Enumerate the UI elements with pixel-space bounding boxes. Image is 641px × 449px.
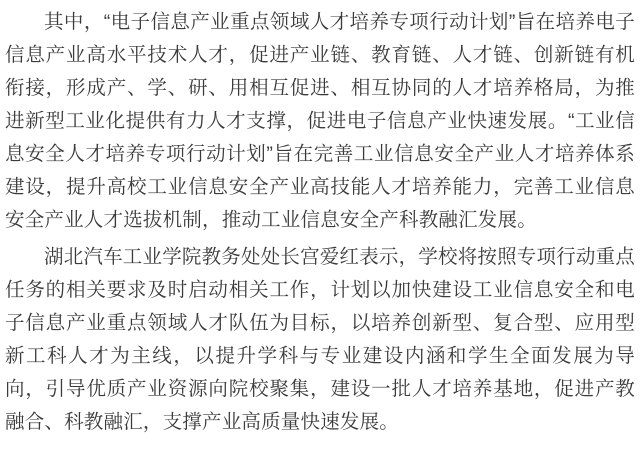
paragraph-electronic-info-plan: 其中，“电子信息产业重点领域人才培养专项行动计划”旨在培养电子信息产业高水平技术人才，促进产业链、教育链、人才链、创新链有机衔接，形成产、学、研、用相互促进、相互协同的人才培养格局，为推进新型工业化提供有力人才支撑，促进电子信息产业快速发展。“工业信息安全人才培养专项行动计划”旨在完善工业信息安全产业人才培养体系建设，提升高校工业信息安全产业高技能人才培养能力，完善工业信息安全产业人才选拔机制，推动工业信息安全产科教融汇发展。	[5, 11, 635, 231]
paragraph-hubei-university-statement: 湖北汽车工业学院教务处处长宫爱红表示，学校将按照专项行动重点任务的相关要求及时启动相关工作，计划以加快建设工业信息安全和电子信息产业重点领域人才队伍为目标，以培养创新型、复合型、应用型新工科人才为主线，以提升学科与专业建设内涵和学生全面发展为导向，引导优质产业资源向院校聚集，建设一批人才培养基地，促进产教融合、科教融汇，支撑产业高质量快速发展。	[5, 246, 636, 433]
